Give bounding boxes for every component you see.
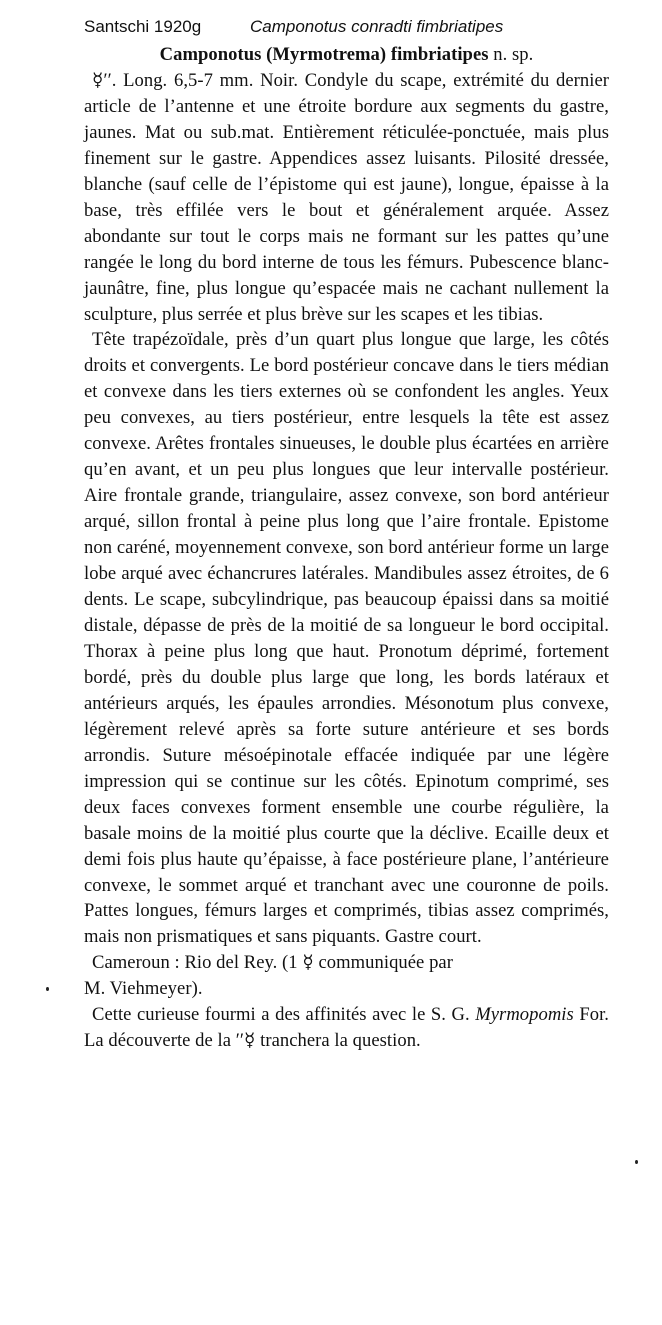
scan-speck (635, 1160, 638, 1164)
header-author-year: Santschi 1920g (84, 17, 202, 36)
paragraph-affinities (84, 1002, 609, 1054)
genus-name: Myrmopomis (475, 1004, 574, 1026)
scan-speck (46, 987, 49, 991)
page-header (84, 14, 644, 40)
species-status: n. sp. (493, 44, 534, 65)
locality-line-1: Cameroun : Rio del Rey. (1 ☿ communiquée par (92, 952, 453, 974)
header-taxon: Camponotus conradti fimbriatipes (250, 17, 504, 36)
species-title (84, 42, 609, 68)
species-name: Camponotus (Myrmotrema) fimbriatipes (159, 44, 489, 65)
paragraph-morphology: Tête trapézoïdale, près d’un quart plus longue que large, les côtés droits et convergents. Le bord postérieur concave dans le tiers médian et convexe dans les tiers externes où se confondent les angles. Yeux peu convexes, au tiers postérieur, entre lesquels la tête est assez convexe. Arêtes frontales sinueuses, le double plus écartées en arrière qu’en avant, et un peu plus longues que leur intervalle postérieur. Aire frontale grande, triangulaire, assez convexe, son bord antérieur arqué, sillon frontal à peine plus long que l’aire frontale. Epistome non caréné, moyennement convexe, son bord antérieur forme un large lobe arqué avec échancrures latérales. Mandibules assez étroites, de 6 dents. Le scape, subcylindrique, pas beaucoup épaissi dans sa moitié distale, dépasse de près de la moitié de sa longueur le bord occipital. Thorax à peine plus long que haut. Pronotum déprimé, fortement bordé, près du double plus large que long, les bords latéraux et antérieurs arqués, les épaules arrondies. Mésonotum plus convexe, légèrement relevé après sa forte suture antérieure et ses bords arrondis. Suture mésoépinotale effacée indiquée par une légère impression qui se continue sur les côtés. Epinotum comprimé, ses deux faces convexes forment ensemble une courbe régulière, la basale moins de la moitié plus courte que la déclive. Ecaille deux et demi fois plus haute qu’épaisse, à face postérieure plane, l’antérieure convexe, le sommet arqué et tranchant avec une couronne de poils. Pattes longues, fémurs larges et comprimés, tibias assez comprimés, mais non prismatiques et sans piquants. Gastre court. (84, 329, 609, 948)
paragraph-locality (84, 950, 609, 1002)
locality-line-2: M. Viehmeyer). (84, 978, 203, 1000)
paragraph-worker-description: ☿′′. Long. 6,5-7 mm. Noir. Condyle du scape, extrémité du dernier article de l’antenne et une étroite bordure aux segments du gastre, jaunes. Mat ou sub.mat. Entièrement réticulée-ponctuée, mais plus finement sur le gastre. Appendices assez luisants. Pilosité dressée, blanche (sauf celle de l’épistome qui est jaune), longue, épaisse à la base, très effilée vers le bout et généralement arquée. Assez abondante sur tout le corps mais ne formant sur les pattes qu’une rangée le long du bord interne de tous les fémurs. Pubescence blanc-jaunâtre, fine, plus longue qu’espacée mais ne cachant nullement la sculpture, plus serrée et plus brève sur les scapes et les tibias. (84, 69, 609, 325)
species-description (84, 42, 609, 1054)
affinities-text-end: For. La découverte de la ′′☿ tranchera la question. (84, 1004, 609, 1052)
affinities-text-start: Cette curieuse fourmi a des affinités avec le S. G. (92, 1004, 470, 1026)
